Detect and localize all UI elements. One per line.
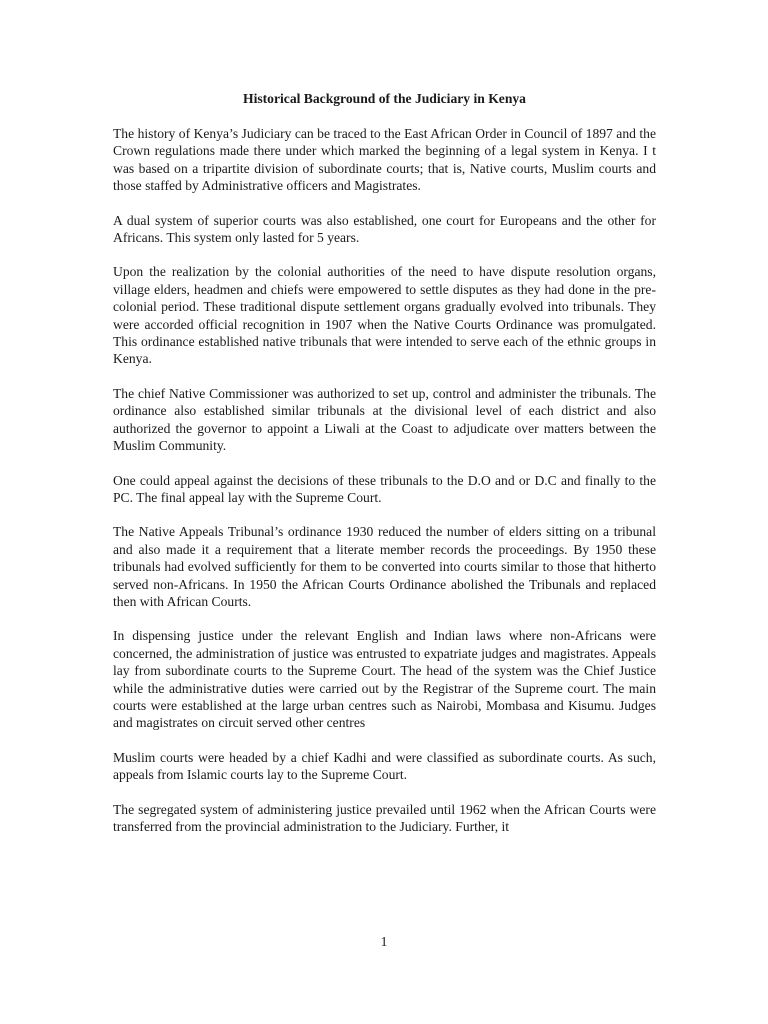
- paragraph-3: Upon the realization by the colonial authorities of the need to have dispute resolution organs, village elders, headmen and chiefs were empowered to settle disputes as they had done in the pre-colonial period. These traditional dispute settlement organs gradually evolved into tribunals. They were accorded official recognition in 1907 when the Native Courts Ordinance was promulgated. This ordinance established native tribunals that were intended to serve each of the ethnic groups in Kenya.: [113, 264, 656, 367]
- page-content: [113, 90, 656, 852]
- paragraph-4: The chief Native Commissioner was authorized to set up, control and administer the tribunals. The ordinance also established similar tribunals at the divisional level of each district and also authorized the governor to appoint a Liwali at the Coast to adjudicate over matters between the Muslim Community.: [113, 385, 656, 454]
- paragraph-2: A dual system of superior courts was also established, one court for Europeans and the other for Africans. This system only lasted for 5 years.: [113, 212, 656, 246]
- document-title: Historical Background of the Judiciary in Kenya: [243, 91, 526, 106]
- paragraph-9: The segregated system of administering justice prevailed until 1962 when the African Courts were transferred from the provincial administration to the Judiciary. Further, it: [113, 801, 656, 834]
- page-number: 1: [380, 934, 388, 949]
- paragraph-7: In dispensing justice under the relevant English and Indian laws where non-Africans were concerned, the administration of justice was entrusted to expatriate judges and magistrates. Appeals lay from subordinate courts to the Supreme Court. The head of the system was the Chief Justice while the administrative duties were carried out by the Registrar of the Supreme court. The main courts were established at the large urban centres such as Nairobi, Mombasa and Kisumu. Judges and magistrates on circuit served other centres: [113, 628, 656, 731]
- paragraph-5: One could appeal against the decisions of these tribunals to the D.O and or D.C and finally to the PC. The final appeal lay with the Supreme Court.: [113, 472, 656, 505]
- paragraph-6: The Native Appeals Tribunal’s ordinance 1930 reduced the number of elders sitting on a tribunal and also made it a requirement that a literate member records the proceedings. By 1950 these tribunals had evolved sufficiently for them to be converted into courts similar to those that hitherto served non-Africans. In 1950 the African Courts Ordinance abolished the Tribunals and replaced then with African Courts.: [113, 524, 656, 609]
- paragraph-1: The history of Kenya’s Judiciary can be traced to the East African Order in Council of 1897 and the Crown regulations made there under which marked the beginning of a legal system in Kenya. I t was based on a tripartite division of subordinate courts; that is, Native courts, Muslim courts and those staffed by Administrative officers and Magistrates.: [113, 126, 656, 194]
- paragraph-8: Muslim courts were headed by a chief Kadhi and were classified as subordinate courts. As such, appeals from Islamic courts lay to the Supreme Court.: [113, 749, 656, 783]
